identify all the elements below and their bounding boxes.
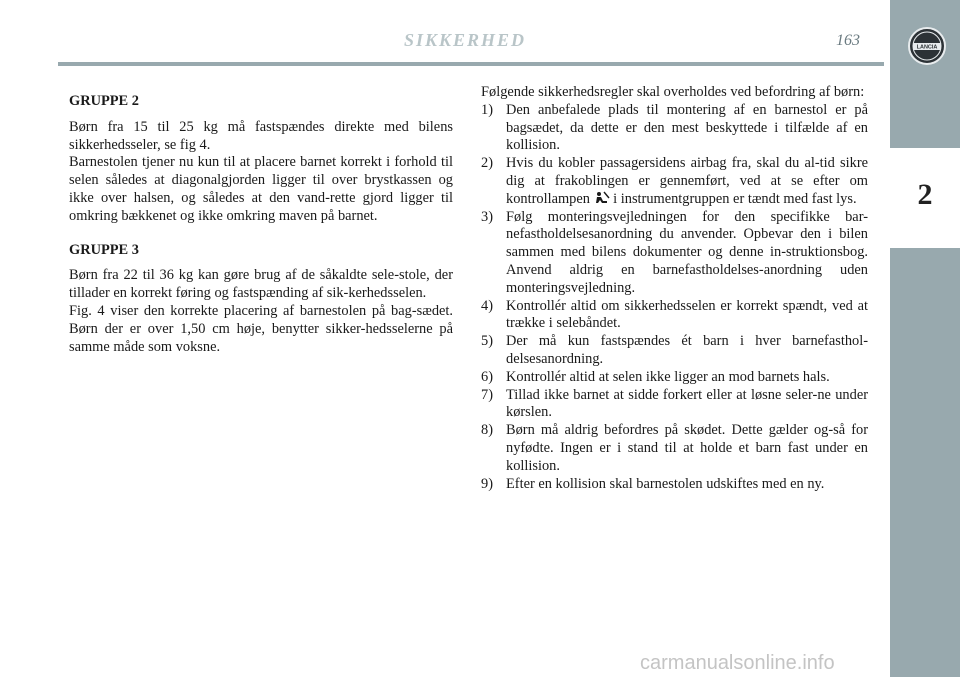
svg-text:LANCIA: LANCIA [916, 44, 938, 51]
list-item: 4) Kontrollér altid om sikkerhedsselen er korrekt spændt, ved at trække i selebåndet. [481, 297, 868, 332]
group2-heading: GRUPPE 2 [69, 93, 139, 109]
airbag-off-icon [594, 191, 610, 205]
rules-intro: Følgende sikkerhedsregler skal overholdes ved befordring af børn: [481, 84, 865, 100]
group3-paragraph-1: Børn fra 22 til 36 kg kan gøre brug af de såkaldte sele-stole, der tillader en korrekt føring og fastspænding af sik-kerhedsselen. [69, 267, 453, 302]
chapter-number: 2 [917, 178, 933, 211]
list-item: 7) Tillad ikke barnet at sidde forkert eller at løsne seler-ne under kørslen. [481, 386, 868, 421]
group3-heading: GRUPPE 3 [69, 241, 139, 258]
left-column [69, 93, 453, 356]
header-divider [58, 62, 884, 66]
list-item: 8) Børn må aldrig befordres på skødet. Dette gælder og-så for nyfødte. Ingen er i stand til at holde et barn fast under en kollision. [481, 422, 868, 474]
group3-paragraph-2: Fig. 4 viser den korrekte placering af barnestolen på bag-sædet. Børn der er over 1,50 cm høje, benytter sikker-hedsselerne på samme måde som voksne. [69, 302, 453, 355]
chapter-tab[interactable] [890, 148, 960, 248]
list-item: 1) Den anbefalede plads til montering af en barnestol er på bagsædet, da dette er den mest beskyttede i tilfælde af en kollision. [481, 101, 868, 154]
list-item: 6) Kontrollér altid at selen ikke ligger an mod barnets hals. [481, 368, 830, 385]
page-title: SIKKERHED [404, 30, 527, 50]
list-item: 5) Der må kun fastspændes ét barn i hver barnefasthol-delsesanordning. [481, 333, 868, 367]
right-column [481, 84, 868, 493]
chapter-sidebar [890, 0, 960, 677]
safety-rules-list [481, 102, 868, 494]
group2-paragraph-1: Børn fra 15 til 25 kg må fastspændes direkte med bilens sikkerhedsseler, se fig 4. [69, 118, 453, 153]
lancia-logo-icon [907, 26, 947, 66]
page-number: 163 [836, 32, 860, 49]
list-item: 2) Hvis du kobler passagersidens airbag fra, skal du al-tid sikre dig at frakoblingen er gennemført, ved at se efter om kontrollampen i instrumentgruppen er tændt med fast lys. [481, 155, 868, 207]
list-item: 9) Efter en kollision skal barnestolen udskiftes med en ny. [481, 475, 825, 492]
group2-paragraph-2: Barnestolen tjener nu kun til at placere barnet korrekt i forhold til selen således at diagonalgjorden ligger til over brystkassen og ikke over halsen, og således at den vand-rette gjord ligger til omkring bækkenet og ikke omkring maven på barnet. [69, 154, 453, 224]
watermark: carmanualsonline.info [640, 652, 835, 674]
list-item: 3) Følg monteringsvejledningen for den specifikke bar-nefastholdelsesanordning du anvender. Opbevar den i bilen sammen med bilens dokumenter og denne in-struktionsbog. Anvend aldrig en barnefastholdelses-anordning uden monteringsvejledning. [481, 208, 868, 296]
